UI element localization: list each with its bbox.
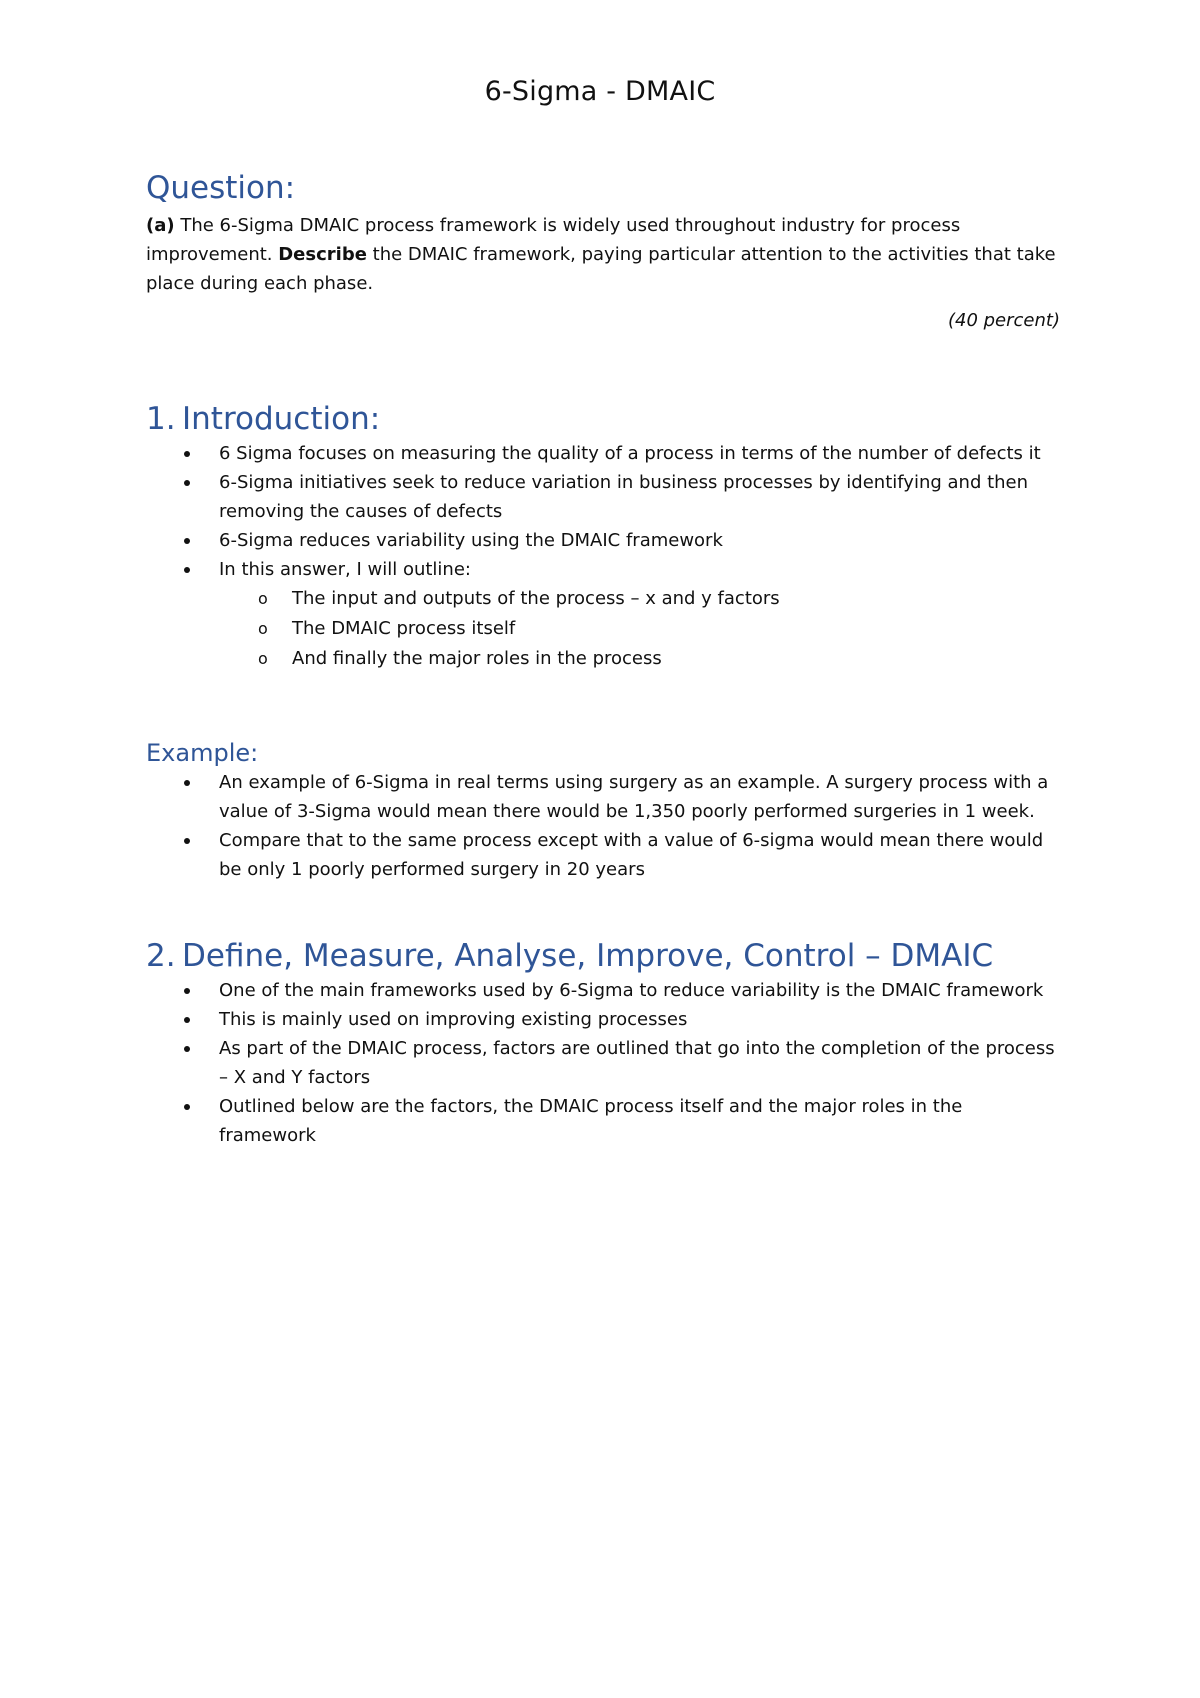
introduction-sub-bullet-text: And finally the major roles in the process xyxy=(292,648,662,670)
bullet-icon xyxy=(184,780,190,786)
list-item xyxy=(146,768,1062,826)
introduction-bullet-text: In this answer, I will outline: xyxy=(219,559,471,581)
sub-bullet-marker: o xyxy=(258,619,268,639)
introduction-bullet-list xyxy=(146,439,1062,584)
introduction-sub-bullet-text: The input and outputs of the process – x and y factors xyxy=(292,588,780,610)
bullet-icon xyxy=(184,988,190,994)
bullet-icon xyxy=(184,1017,190,1023)
list-item xyxy=(146,555,1062,584)
list-item xyxy=(146,1034,1062,1092)
sub-list-item xyxy=(146,584,1062,614)
example-bullet-text: Compare that to the same process except with a value of 6-sigma would mean there would be only 1 poorly performed surgery in 20 years xyxy=(219,830,1044,881)
question-text xyxy=(146,211,1062,298)
bullet-icon xyxy=(184,567,190,573)
dmaic-bullet-text: Outlined below are the factors, the DMAIC process itself and the major roles in the framework xyxy=(219,1096,963,1147)
bullet-icon xyxy=(184,838,190,844)
question-text-part-2: the DMAIC framework, paying particular attention to the activities that take place during each phase. xyxy=(146,244,1056,295)
introduction-number: 1. xyxy=(146,401,176,438)
question-text-part-1: The 6-Sigma DMAIC process framework is widely used throughout industry for process improvement. xyxy=(146,215,961,266)
sub-bullet-marker: o xyxy=(258,589,268,609)
sub-list-item xyxy=(146,644,1062,674)
sub-bullet-marker: o xyxy=(258,649,268,669)
dmaic-bullet-text: This is mainly used on improving existing processes xyxy=(219,1009,688,1031)
document-title: 6-Sigma - DMAIC xyxy=(484,76,716,107)
list-item xyxy=(146,439,1062,468)
list-item xyxy=(146,1005,1062,1034)
dmaic-bullet-text: As part of the DMAIC process, factors are outlined that go into the completion of the process – X and Y factors xyxy=(219,1038,1055,1089)
bullet-icon xyxy=(184,538,190,544)
introduction-bullet-text: 6-Sigma initiatives seek to reduce variation in business processes by identifying and then removing the causes of defects xyxy=(219,472,1029,523)
dmaic-heading-text: Define, Measure, Analyse, Improve, Control – DMAIC xyxy=(182,938,994,975)
introduction-bullet-text: 6-Sigma reduces variability using the DMAIC framework xyxy=(219,530,723,552)
list-item xyxy=(146,1092,1062,1150)
dmaic-bullet-list xyxy=(146,976,1062,1150)
example-bullet-list xyxy=(146,768,1062,884)
question-heading: Question: xyxy=(146,170,296,206)
introduction-heading xyxy=(146,399,1062,439)
list-item xyxy=(146,826,1062,884)
sub-list-item xyxy=(146,614,1062,644)
dmaic-heading xyxy=(146,936,1062,976)
bullet-icon xyxy=(184,1104,190,1110)
dmaic-bullet-text: One of the main frameworks used by 6-Sigma to reduce variability is the DMAIC framework xyxy=(219,980,1044,1002)
introduction-bullet-text: 6 Sigma focuses on measuring the quality of a process in terms of the number of defects it xyxy=(219,443,1041,465)
bullet-icon xyxy=(184,480,190,486)
question-part-label: (a) xyxy=(146,215,175,237)
bullet-icon xyxy=(184,1046,190,1052)
bullet-icon xyxy=(184,451,190,457)
list-item xyxy=(146,526,1062,555)
document-body xyxy=(146,170,1062,1150)
example-heading: Example: xyxy=(146,739,259,768)
question-marks: (40 percent) xyxy=(947,310,1060,332)
example-bullet-text: An example of 6-Sigma in real terms using surgery as an example. A surgery process with a value of 3-Sigma would mean there would be 1,350 poorly performed surgeries in 1 week. xyxy=(219,772,1049,823)
dmaic-number: 2. xyxy=(146,938,176,975)
introduction-sub-bullet-text: The DMAIC process itself xyxy=(292,618,516,640)
question-bold-word: Describe xyxy=(278,244,367,266)
list-item xyxy=(146,468,1062,526)
list-item xyxy=(146,976,1062,1005)
introduction-sub-bullet-list xyxy=(146,584,1062,674)
introduction-heading-text: Introduction: xyxy=(182,401,381,438)
